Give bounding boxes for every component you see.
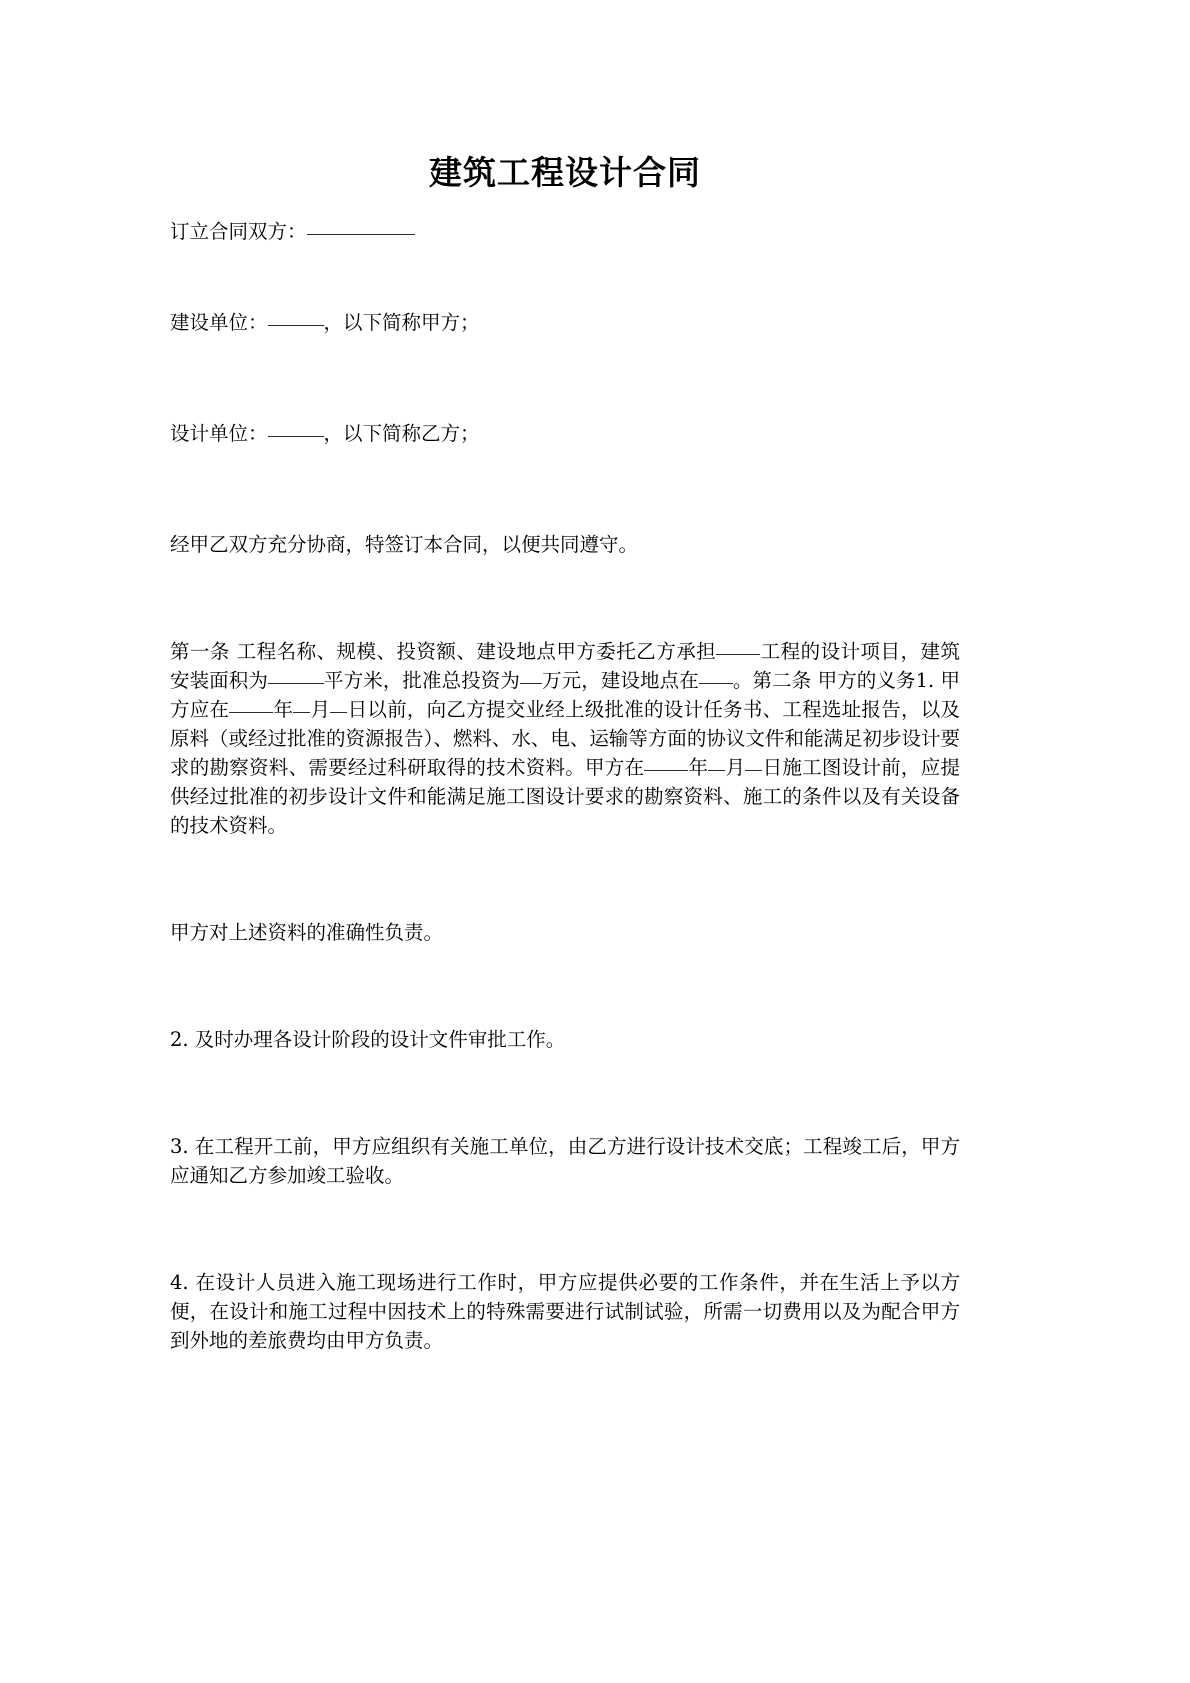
article-one-seg8: 日以前，向乙方提交业经上级批准的设计任务书、工程选址报告，以及原料（或经过批准的资源报告）、燃料、水、电、运输等方面的协议文件和能满足初步设计要求的勘察资料、需要经过科研取得的技术资料。甲方在 xyxy=(170,698,960,780)
project-name-blank[interactable] xyxy=(716,654,760,655)
party-a-prefix: 建设单位： xyxy=(170,311,268,335)
article-one-paragraph xyxy=(170,637,960,840)
party-b-line xyxy=(170,419,960,448)
article-one-seg3: 平方米，批准总投资为 xyxy=(323,669,520,693)
clause-4-paragraph: 4. 在设计人员进入施工现场进行工作时，甲方应提供必要的工作条件，并在生活上予以方便，在设计和施工过程中因技术上的特殊需要进行试制试验，所需一切费用以及为配合甲方到外地的差旅费均由甲方负责。 xyxy=(170,1271,960,1353)
spacer xyxy=(170,1190,960,1268)
document-content xyxy=(170,0,960,1355)
clause-2-paragraph: 2. 及时办理各设计阶段的设计文件审批工作。 xyxy=(170,1028,566,1052)
parties-intro-label: 订立合同双方： xyxy=(170,220,307,244)
clause-accuracy-paragraph: 甲方对上述资料的准确性负责。 xyxy=(170,921,444,945)
construction-year-blank[interactable] xyxy=(644,770,688,771)
submit-day-blank[interactable] xyxy=(330,712,347,713)
article-one-seg11: 日施工图设计前，应提供经过批准的初步设计文件和能满足施工图设计要求的勘察资料、施工的条件以及有关设备的技术资料。 xyxy=(170,756,960,838)
spacer xyxy=(170,1054,960,1132)
spacer xyxy=(170,947,960,1025)
spacer xyxy=(170,448,960,530)
parties-intro-line xyxy=(170,217,960,246)
article-one-seg9: 年 xyxy=(688,756,709,780)
article-one-seg7: 月 xyxy=(310,698,331,722)
area-blank[interactable] xyxy=(268,683,324,684)
party-b-suffix: ，以下简称乙方； xyxy=(323,422,480,446)
construction-month-blank[interactable] xyxy=(708,770,725,771)
construction-day-blank[interactable] xyxy=(745,770,762,771)
submit-year-blank[interactable] xyxy=(229,712,273,713)
article-one-seg5: 。第二条 甲方的义务1. 甲方应在 xyxy=(170,669,960,722)
article-one-seg1: 第一条 工程名称、规模、投资额、建设地点甲方委托乙方承担 xyxy=(170,640,717,664)
article-one-seg10: 月 xyxy=(725,756,746,780)
article-one-seg4: 万元，建设地点在 xyxy=(542,669,699,693)
page-title: 建筑工程设计合同 xyxy=(429,153,701,192)
parties-intro-blank[interactable] xyxy=(307,234,415,235)
party-b-blank[interactable] xyxy=(268,436,324,437)
spacer xyxy=(170,246,960,308)
spacer xyxy=(170,193,960,217)
location-blank[interactable] xyxy=(699,683,733,684)
article-one-seg6: 年 xyxy=(273,698,294,722)
party-a-line xyxy=(170,308,960,337)
investment-blank[interactable] xyxy=(520,683,542,684)
spacer xyxy=(170,337,960,419)
party-a-suffix: ，以下简称甲方； xyxy=(323,311,480,335)
spacer xyxy=(170,559,960,637)
party-a-blank[interactable] xyxy=(268,325,324,326)
article-one-seg2: 工程的设计项目，建筑安装面积为 xyxy=(170,640,960,693)
submit-month-blank[interactable] xyxy=(293,712,310,713)
preamble-paragraph: 经甲乙双方充分协商，特签订本合同，以便共同遵守。 xyxy=(170,533,639,557)
spacer xyxy=(170,840,960,918)
party-b-prefix: 设计单位： xyxy=(170,422,268,446)
clause-3-paragraph: 3. 在工程开工前，甲方应组织有关施工单位，由乙方进行设计技术交底；工程竣工后，甲方应通知乙方参加竣工验收。 xyxy=(170,1135,960,1188)
